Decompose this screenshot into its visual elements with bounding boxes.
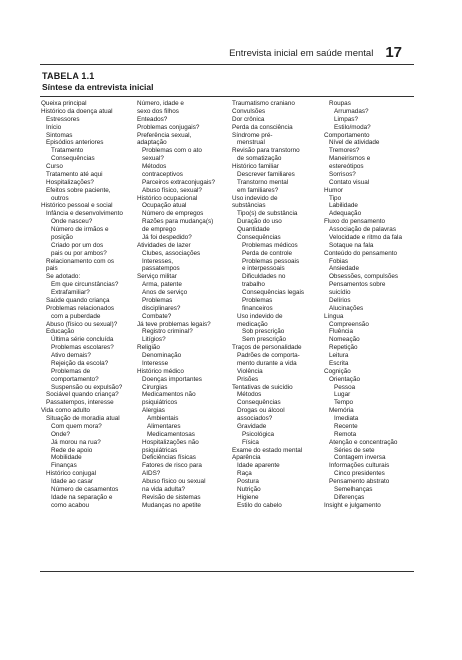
table-entry: Histórico médico: [137, 367, 184, 375]
table-entry: Traumatismo craniano: [232, 100, 295, 107]
table-entry: substâncias: [232, 202, 266, 210]
table-entry: Perda da consciência: [232, 123, 293, 131]
table-entry: Fluxo do pensamento: [324, 218, 386, 226]
table-entry: Problemas pessoais: [242, 257, 300, 265]
table-entry: Última série concluída: [51, 336, 114, 344]
table-entry: Raça: [237, 470, 252, 478]
table-entry: Remota: [334, 430, 357, 438]
table-entry: Histórico ocupacional: [137, 194, 198, 202]
table-entry: Problemas conjugais?: [137, 123, 200, 131]
table-entry: Problemas médicos: [242, 241, 298, 249]
table-entry: Dificuldades no: [242, 273, 286, 281]
table-entry: menstrual: [237, 139, 265, 147]
table-entry: Com quem mora?: [51, 422, 102, 430]
table-entry: Preferência sexual,: [137, 131, 192, 139]
table-entry: Onde nasceu?: [51, 218, 93, 226]
table-entry: Interesses,: [142, 257, 174, 265]
table-entry: Problemas relacionados: [46, 304, 115, 312]
table-entry: Efeitos sobre paciente,: [46, 186, 111, 194]
table-entry: Recente: [334, 422, 358, 430]
table-entry: adaptação: [137, 139, 167, 147]
table-entry: Idade na separação e: [51, 493, 113, 501]
table-entry: Litígios?: [142, 336, 166, 344]
table-entry: Abuso (físico ou sexual)?: [46, 320, 118, 328]
table-entry: Doenças importantes: [142, 375, 202, 383]
table-entry: Uso indevido de: [237, 312, 283, 320]
table-entry: Descrever familiares: [237, 170, 295, 178]
table-entry: Transtorno mental: [237, 178, 289, 186]
table-entry: estereótipos: [329, 163, 364, 170]
table-entry: Nomeação: [329, 336, 360, 344]
table-entry: Mobilidade: [51, 454, 82, 462]
table-entry: Informações culturais: [329, 462, 390, 470]
table-entry: Medicamentosas: [147, 430, 195, 438]
table-entry: Aparência: [232, 454, 261, 462]
table-label: TABELA 1.1: [42, 71, 95, 81]
table-column-3: [232, 100, 304, 510]
table-entry: Revisão de sistemas: [142, 493, 201, 501]
table-entry: Histórico familiar: [232, 163, 279, 170]
table-entry: Tremores?: [329, 147, 360, 155]
table-entry: Uso indevido de: [232, 194, 278, 202]
table-entry: Rejeição da escola?: [51, 359, 109, 367]
page-number: 17: [385, 44, 402, 61]
table-entry: na vida adulta?: [142, 485, 186, 493]
table-entry: Dor crônica: [232, 115, 265, 123]
table-entry: Hospitalizações?: [46, 178, 94, 186]
table-entry: Quantidade: [237, 226, 270, 233]
table-entry: Violência: [237, 367, 263, 375]
table-entry: Traços de personalidade: [232, 344, 302, 352]
table-entry: Diferenças: [334, 493, 365, 501]
table-entry: Pensamento abstrato: [329, 478, 390, 485]
table-entry: Comportamento: [324, 131, 370, 139]
table-entry: Insight e julgamento: [324, 501, 381, 509]
table-entry: mento durante a vida: [237, 359, 297, 367]
table-entry: Fobias: [329, 257, 349, 265]
table-entry: Atenção e concentração: [329, 438, 398, 446]
table-entry: medicação: [237, 320, 268, 328]
table-entry: Física: [242, 438, 259, 446]
table-entry: Obsessões, compulsões: [329, 273, 399, 281]
table-entry: Psicológica: [242, 430, 275, 438]
table-entry: Denominação: [142, 352, 182, 359]
table-entry: financeiros: [242, 304, 273, 312]
table-entry: Humor: [324, 186, 344, 194]
table-entry: Fatores de risco para: [142, 462, 202, 470]
table-entry: Pessoa: [334, 383, 356, 391]
table-entry: Consequências legais: [242, 289, 305, 296]
table-entry: Alimentares: [147, 422, 181, 430]
table-body: [41, 100, 415, 570]
table-entry: Perda de controle: [242, 249, 293, 257]
table-entry: Sem prescrição: [242, 336, 287, 344]
table-entry: Histórico da doença atual: [41, 107, 113, 115]
table-entry: Número de irmãos e: [51, 226, 109, 233]
table-header-rule: [40, 96, 414, 97]
table-entry: Tipo: [329, 194, 342, 202]
table-entry: sexo dos filhos: [137, 107, 179, 115]
table-entry: Queixa principal: [41, 100, 87, 107]
table-entry: Suspensão ou expulsão?: [51, 383, 123, 391]
table-entry: Estilo/moda?: [334, 123, 371, 131]
table-entry: posição: [51, 233, 73, 241]
table-entry: Problemas de: [51, 367, 91, 375]
table-entry: pais ou por ambos?: [51, 249, 107, 257]
table-entry: Escrita: [329, 359, 349, 367]
table-entry: Exame do estado mental: [232, 446, 303, 454]
table-entry: Associação de palavras: [329, 226, 396, 233]
table-entry: Anos de serviço: [142, 289, 188, 296]
table-entry: Delírios: [329, 296, 351, 304]
table-entry: Passatempos, interesse: [46, 399, 114, 407]
table-entry: Sociável quando criança?: [46, 391, 119, 399]
table-entry: e interpessoais: [242, 265, 285, 273]
table-entry: Métodos: [142, 163, 167, 170]
table-entry: Tentativas de suicídio: [232, 383, 293, 391]
table-entry: Registro criminal?: [142, 328, 193, 336]
table-entry: Leitura: [329, 352, 349, 359]
table-entry: Situação de moradia atual: [46, 415, 120, 422]
table-entry: Conteúdo do pensamento: [324, 249, 398, 257]
table-entry: Abuso físico ou sexual: [142, 478, 206, 485]
table-entry: AIDS?: [142, 470, 161, 478]
table-entry: Estilo do cabelo: [237, 501, 282, 509]
table-entry: Medicamentos não: [142, 391, 196, 399]
table-entry: psiquiátricos: [142, 399, 178, 407]
table-entry: Número de casamentos: [51, 485, 119, 493]
table-column-2: [137, 100, 215, 510]
table-entry: Interesse: [142, 359, 169, 367]
table-entry: Consequências: [237, 233, 281, 241]
table-entry: Maneirismos e: [329, 155, 371, 163]
table-entry: Ansiedade: [329, 265, 359, 273]
table-entry: Tratamento: [51, 147, 84, 155]
table-entry: comportamento?: [51, 375, 99, 383]
table-entry: Curso: [46, 163, 63, 170]
table-entry: Já teve problemas legais?: [137, 320, 211, 328]
table-entry: Contato visual: [329, 178, 370, 186]
table-entry: Padrões de comporta-: [237, 352, 300, 359]
table-entry: Problemas com o ato: [142, 147, 202, 155]
table-entry: de emprego: [142, 226, 176, 233]
table-entry: Idade ao casar: [51, 478, 93, 485]
table-entry: Relacionamento com os: [46, 257, 115, 265]
table-entry: Histórico pessoal e social: [41, 202, 113, 210]
table-entry: Repetição: [329, 344, 358, 352]
table-entry: disciplinares?: [142, 304, 181, 312]
table-entry: Onde?: [51, 430, 71, 438]
table-caption: Síntese da entrevista inicial: [42, 82, 154, 92]
table-entry: Problemas: [242, 296, 273, 304]
table-entry: Sorrisos?: [329, 170, 356, 178]
table-entry: Roupas: [329, 100, 351, 107]
table-entry: Finanças: [51, 462, 77, 470]
table-entry: Histórico conjugal: [46, 470, 97, 478]
table-entry: Problemas escolares?: [51, 344, 114, 352]
table-entry: Ambientais: [147, 415, 179, 422]
table-entry: Cinco presidentes: [334, 470, 385, 478]
table-entry: Arrumadas?: [334, 107, 369, 115]
table-entry: Orientação: [329, 375, 361, 383]
table-entry: outros: [51, 194, 69, 202]
table-entry: Infância e desenvolvimento: [46, 210, 123, 218]
table-entry: Em que circunstâncias?: [51, 281, 119, 289]
table-entry: Higiene: [237, 493, 259, 501]
table-entry: Séries de sete: [334, 446, 375, 454]
table-entry: contraceptivos: [142, 170, 183, 178]
table-entry: Consequências: [237, 399, 281, 407]
table-entry: Síndrome pré-: [232, 131, 273, 139]
table-entry: Episódios anteriores: [46, 139, 104, 147]
table-entry: Razões para mudança(s): [142, 218, 214, 226]
table-entry: Sob prescrição: [242, 328, 285, 336]
table-entry: Gravidade: [237, 422, 267, 430]
table-entry: Sintomas: [46, 131, 73, 139]
table-entry: Métodos: [237, 391, 262, 399]
table-entry: Parceiros extraconjugais?: [142, 178, 215, 186]
table-entry: com a puberdade: [51, 312, 101, 320]
table-entry: Adequação: [329, 210, 362, 218]
table-entry: Convulsões: [232, 107, 266, 115]
table-entry: Enteados?: [137, 115, 168, 123]
table-entry: como acabou: [51, 501, 90, 509]
table-entry: Ocupação atual: [142, 202, 187, 210]
table-column-4: [324, 100, 402, 510]
table-entry: Nível de atividade: [329, 139, 380, 147]
table-entry: Já morou na rua?: [51, 438, 101, 446]
table-entry: Número de empregos: [142, 210, 204, 218]
table-entry: Serviço militar: [137, 273, 177, 281]
table-entry: Alergias: [142, 407, 165, 415]
table-entry: Mudanças no apetite: [142, 501, 201, 509]
table-entry: Lugar: [334, 391, 351, 399]
table-entry: Fluência: [329, 328, 353, 336]
table-entry: sexual?: [142, 155, 164, 163]
table-entry: Hospitalizações não: [142, 438, 199, 446]
table-entry: passatempos: [142, 265, 180, 273]
table-entry: em familiares?: [237, 186, 279, 194]
table-entry: suicídio: [329, 289, 351, 296]
table-column-1: [41, 100, 123, 510]
table-entry: Extrafamiliar?: [51, 289, 90, 296]
table-entry: Se adotado:: [46, 273, 81, 281]
table-entry: Limpas?: [334, 115, 358, 123]
table-entry: Saúde quando criança: [46, 296, 110, 304]
table-entry: Combate?: [142, 312, 172, 320]
table-entry: Língua: [324, 312, 344, 320]
table-entry: Prisões: [237, 375, 259, 383]
table-entry: Vida como adulto: [41, 407, 90, 415]
table-entry: Nutrição: [237, 485, 261, 493]
table-bottom-rule: [40, 571, 414, 572]
table-entry: Consequências: [51, 155, 95, 163]
table-entry: Tratamento até aqui: [46, 170, 103, 178]
table-entry: Arma, patente: [142, 281, 182, 289]
table-entry: Cirurgias: [142, 383, 168, 391]
table-entry: Contagem inversa: [334, 454, 386, 462]
table-entry: Problemas: [142, 296, 173, 304]
table-entry: Educação: [46, 328, 75, 336]
table-entry: Tempo: [334, 399, 354, 407]
table-entry: Alucinações: [329, 304, 364, 312]
table-entry: Início: [46, 123, 62, 131]
table-entry: Velocidade e ritmo da fala: [329, 233, 402, 241]
table-entry: Tipo(s) de substância: [237, 210, 298, 218]
table-entry: Duração do uso: [237, 218, 282, 226]
table-entry: Religião: [137, 344, 160, 352]
table-entry: Atividades de lazer: [137, 241, 191, 249]
table-entry: Criado por um dos: [51, 241, 104, 249]
table-entry: Número, idade e: [137, 100, 184, 107]
table-entry: Labilidade: [329, 202, 358, 210]
table-entry: Pensamentos sobre: [329, 281, 386, 289]
table-entry: Semelhanças: [334, 485, 373, 493]
table-entry: Memória: [329, 407, 354, 415]
table-entry: Cognição: [324, 367, 351, 375]
table-entry: Imediata: [334, 415, 359, 422]
table-entry: associados?: [237, 415, 273, 422]
table-entry: Estressores: [46, 115, 80, 123]
table-top-rule: [40, 64, 414, 65]
running-title: Entrevista inicial em saúde mental: [229, 48, 374, 59]
table-entry: trabalho: [242, 281, 265, 289]
table-entry: Drogas ou álcool: [237, 407, 285, 415]
table-entry: Postura: [237, 478, 259, 485]
table-entry: de somatização: [237, 155, 282, 163]
table-entry: Compreensão: [329, 320, 369, 328]
running-head: [229, 43, 402, 60]
table-entry: psiquiátricas: [142, 446, 178, 454]
table-entry: pais: [46, 265, 58, 273]
table-entry: Idade aparente: [237, 462, 280, 470]
table-entry: Sotaque na fala: [329, 241, 374, 249]
table-entry: Deficiências físicas: [142, 454, 196, 462]
table-entry: Clubes, associações: [142, 249, 201, 257]
table-entry: Revisão para transtorno: [232, 147, 300, 155]
table-entry: Abuso físico, sexual?: [142, 186, 202, 194]
table-entry: Rede de apoio: [51, 446, 93, 454]
table-entry: Ativo demais?: [51, 352, 91, 359]
table-entry: Já foi despedido?: [142, 233, 192, 241]
